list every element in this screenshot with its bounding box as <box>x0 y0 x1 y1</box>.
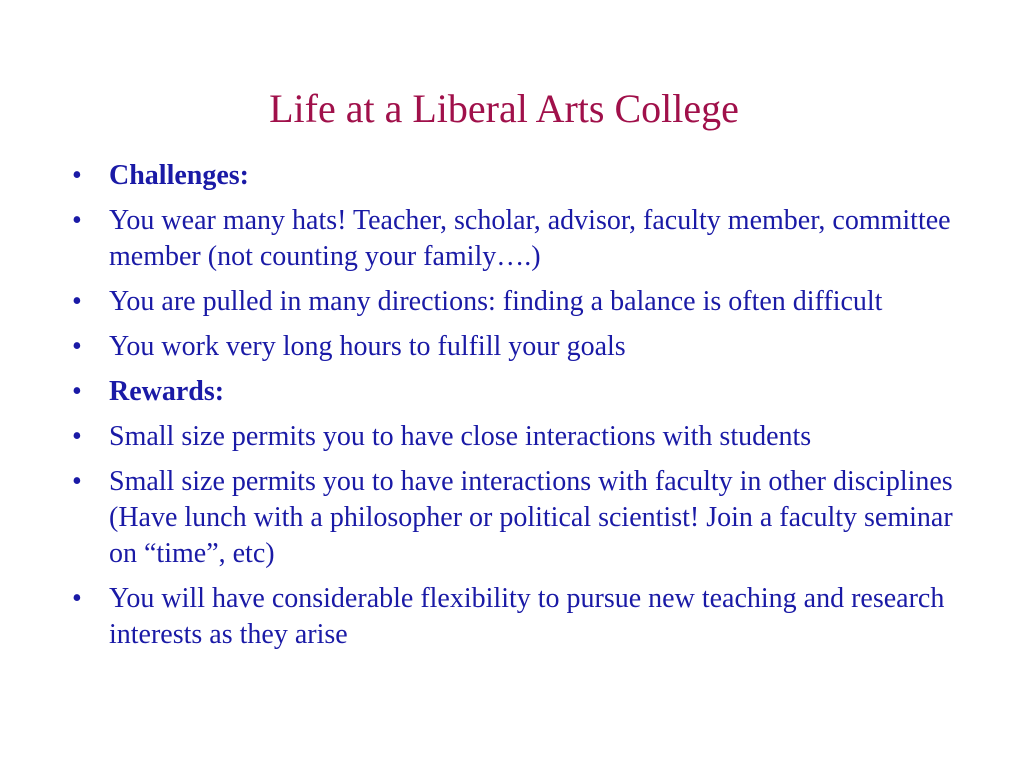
list-item <box>70 464 970 572</box>
list-item <box>70 581 970 653</box>
bullet-text: You work very long hours to fulfill your goals <box>109 331 626 362</box>
slide-title: Life at a Liberal Arts College <box>269 86 739 131</box>
bullet-icon: • <box>72 466 82 497</box>
bullet-icon: • <box>72 331 82 362</box>
bullet-text: You wear many hats! Teacher, scholar, advisor, faculty member, committee member (not counting your family….) <box>109 205 951 272</box>
bullet-icon: • <box>72 376 82 407</box>
list-item <box>70 374 970 410</box>
list-item <box>70 203 970 275</box>
bullet-icon: • <box>72 205 82 236</box>
bullet-list <box>70 158 970 662</box>
list-item <box>70 329 970 365</box>
bullet-text: You are pulled in many directions: finding a balance is often difficult <box>109 286 883 317</box>
bullet-text: Small size permits you to have interactions with faculty in other disciplines (Have lunch with a philosopher or political scientist! Join a faculty seminar on “time”, etc) <box>109 466 953 569</box>
list-item <box>70 158 970 194</box>
list-item <box>70 419 970 455</box>
list-item <box>70 284 970 320</box>
bullet-icon: • <box>72 286 82 317</box>
bullet-text: Rewards: <box>109 376 225 407</box>
bullet-icon: • <box>72 160 82 191</box>
bullet-icon: • <box>72 421 82 452</box>
bullet-text: You will have considerable flexibility to pursue new teaching and research interests as they arise <box>109 583 945 650</box>
bullet-text: Small size permits you to have close interactions with students <box>109 421 812 452</box>
bullet-text: Challenges: <box>109 160 249 191</box>
bullet-icon: • <box>72 583 82 614</box>
